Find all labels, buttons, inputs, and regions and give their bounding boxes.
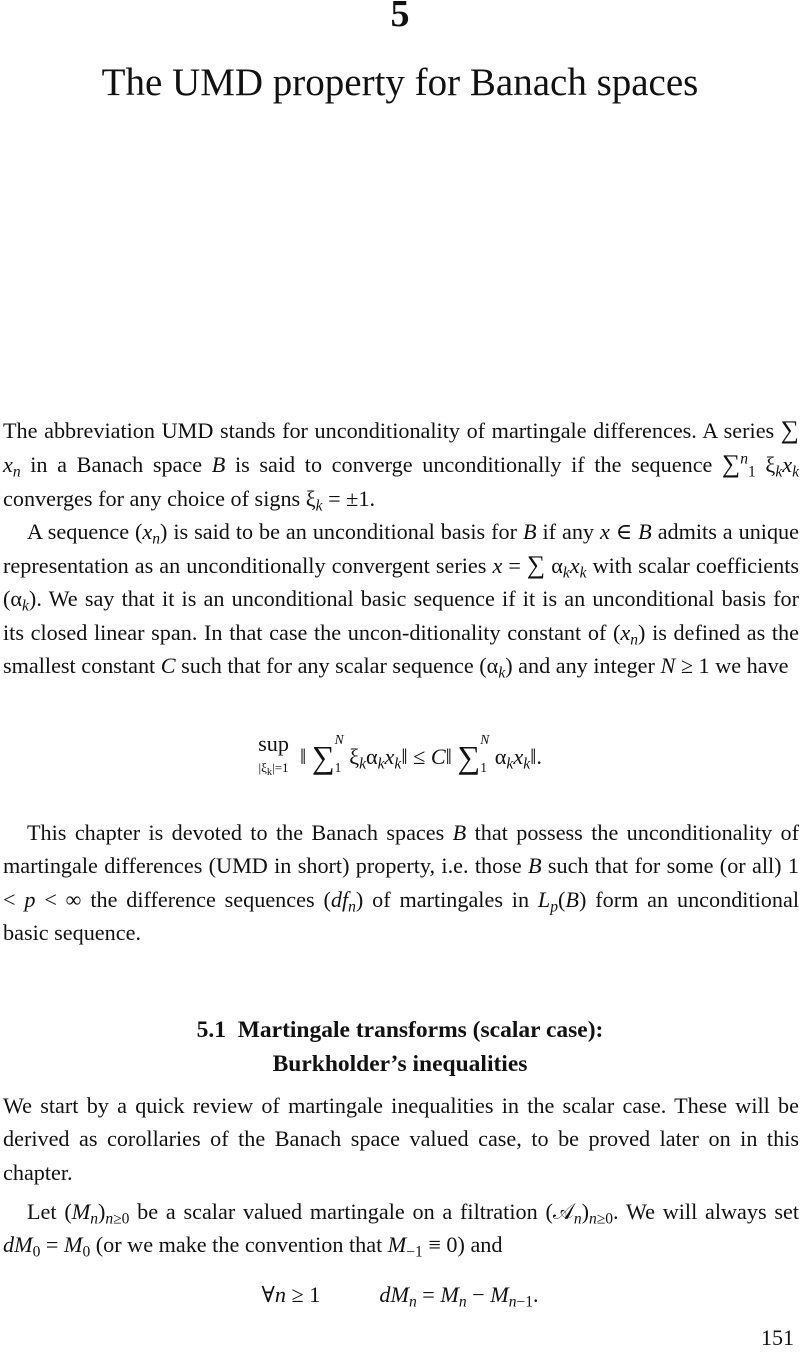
- section-title-line-2: Burkholder’s inequalities: [272, 1051, 528, 1077]
- chapter-number: 5: [390, 0, 410, 35]
- intro-paragraph-2: A sequence $(x_n)$ is said to be an unconditional basis for B if any x ∈ B admits a unique representation as an unconditionally convergent series x = ∑ $\alpha_kx_k$ with scalar coefficients $(\alpha_k)$. We say that it is an unconditional basic sequence if it is an unconditional basis for its closed linear span. In that case the uncon-ditionality constant of $(x_n)$ is defined as the smallest constant C such that for any scalar sequence $(\alpha_k)$ and any integer N ≥ 1 we have: [3, 518, 800, 682]
- section-title-line-1: 5.1 Martingale transforms (scalar case):: [196, 1017, 604, 1043]
- for-all-n: ∀n ≥ 1: [261, 1282, 321, 1307]
- intro-paragraph-1: The abbreviation UMD stands for unconditionality of martingale differences. A series ∑ $x_n$ in a Banach space B is said to converge unconditionally if the sequence ∑$^n_1$ $\xi_kx_k$ converges for any choice of signs $\xi_k = \pm 1$.: [3, 415, 799, 515]
- display-equation-unconditional: sup $|\xi_k|=1$ ‖ ∑ N 1 $\xi_k\alpha_kx_k‖$ ≤ C‖ ∑ N 1 $\alpha_kx_k‖$.: [258, 731, 542, 779]
- section-paragraph-1: We start by a quick review of martingale inequalities in the scalar case. These will be derived as corollaries of the Banach space valued case, to be proved later on in this chapter.: [3, 1093, 799, 1185]
- section-text: [3, 1089, 799, 1261]
- intro-text: [3, 413, 799, 682]
- section-heading: [0, 1013, 800, 1081]
- intro-paragraph-3: This chapter is devoted to the Banach spaces B that possess the unconditionality of martingale differences (UMD in short) property, i.e. those B such that for some (or all) 1 < p < ∞ the difference sequences $(df_n)$ of martingales in $L_p(B)$ form an unconditional basic sequence.: [3, 820, 799, 945]
- intro-text-continued: [3, 816, 799, 949]
- page-number: 151: [761, 1325, 794, 1350]
- difference-definition: $dM_n = M_n - M_{n-1}$.: [379, 1282, 539, 1311]
- display-equation-differences: [0, 1278, 800, 1312]
- sup-operator: sup $|\xi_k|=1$: [258, 731, 289, 779]
- section-paragraph-2: Let $(M_n)_{n\ge 0}$ be a scalar valued martingale on a filtration $(𝒜_n)_{n\ge 0}$. We will always set $dM_0 = M_0$ (or we make the convention that $M_{-1} \equiv 0$) and: [3, 1198, 800, 1261]
- chapter-title: The UMD property for Banach spaces: [101, 61, 699, 104]
